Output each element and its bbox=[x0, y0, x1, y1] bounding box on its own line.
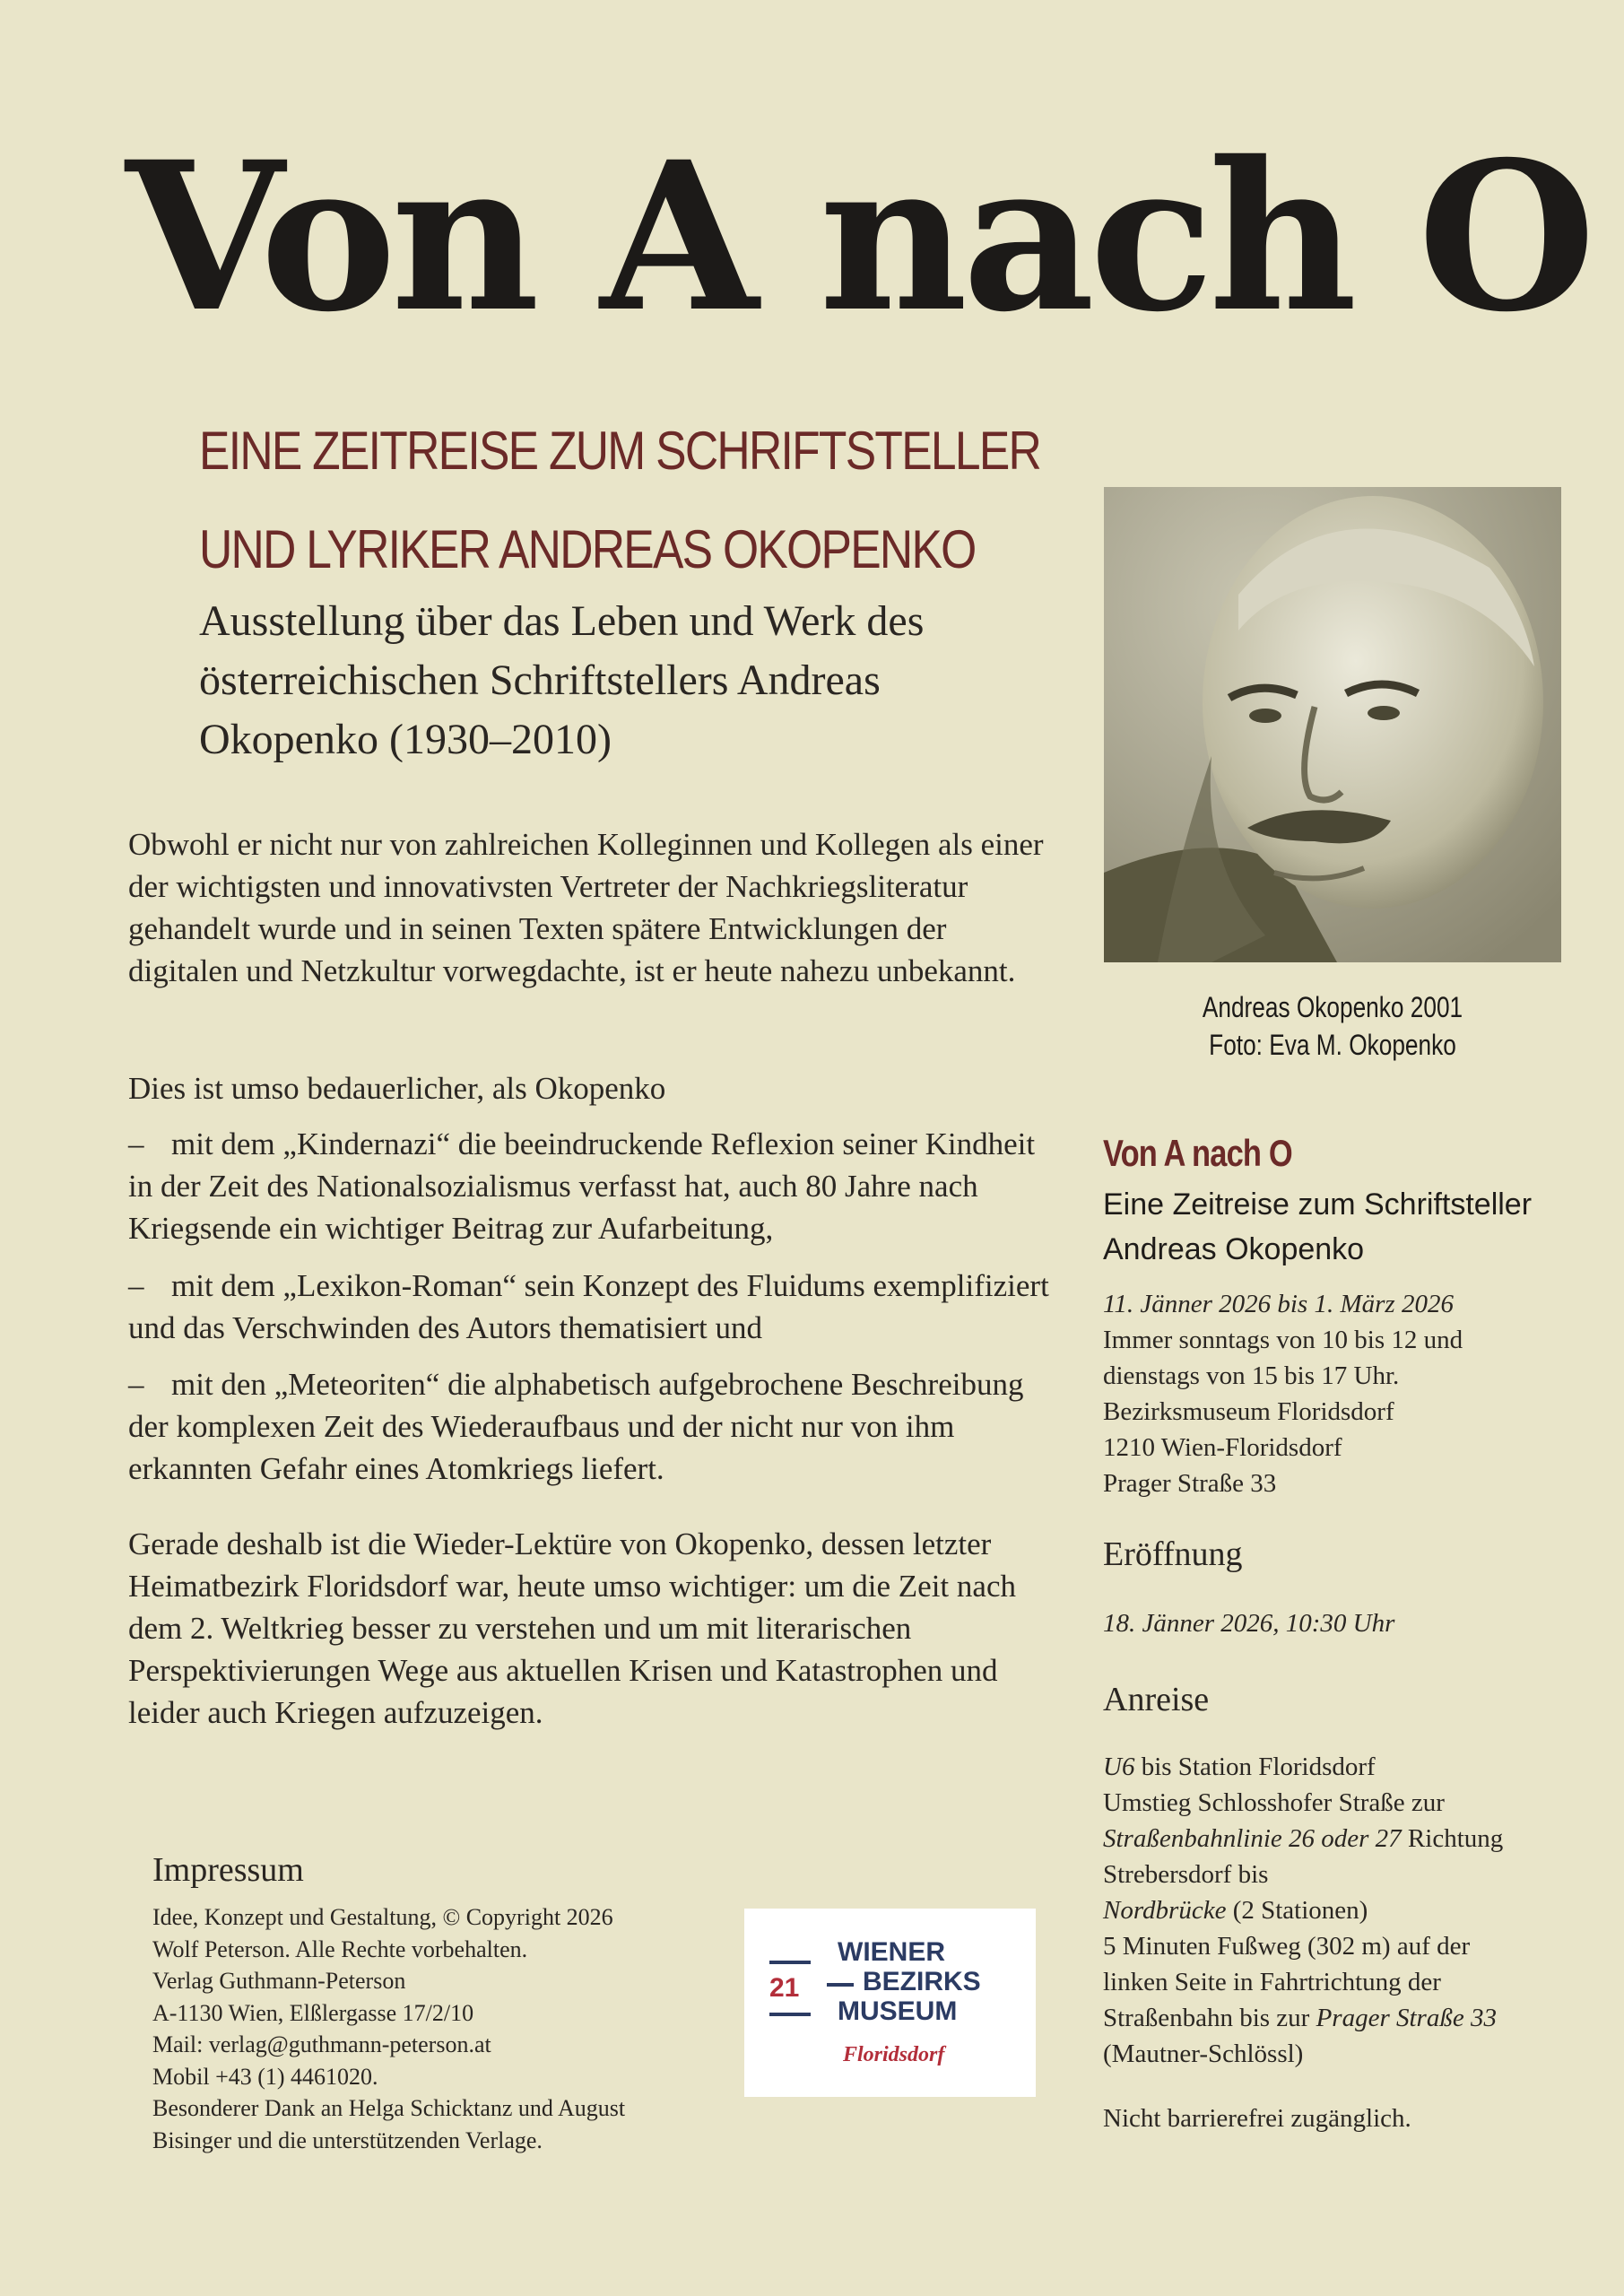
venue-street: Prager Straße 33 bbox=[1103, 1469, 1277, 1498]
author-portrait bbox=[1104, 487, 1561, 962]
travel-directions: U6 bis Station Floridsdorf Umstieg Schlosshofer Straße zur Straßenbahnlinie 26 oder 27 Richtung Strebersdorf bis Nordbrücke (2 Stationen) 5 Minuten Fußweg (302 m) auf der linken Seite in Fahrtrichtung der Straßenbahn bis zur Prager Straße 33 (Mautner-Schlössl) bbox=[1103, 1752, 1504, 2068]
logo-line-bottom bbox=[769, 2013, 811, 2016]
subtitle-line-2: UND LYRIKER ANDREAS OKOPENKO bbox=[199, 519, 976, 579]
sidebar-subtitle: Eine Zeitreise zum Schriftsteller Andreas Okopenko bbox=[1103, 1187, 1533, 1266]
caption-name: Andreas Okopenko 2001 bbox=[1202, 991, 1463, 1023]
dash-bullet: – bbox=[128, 1268, 144, 1303]
impressum-text: Idee, Konzept und Gestaltung, © Copyright 2026 Wolf Peterson. Alle Rechte vorbehalten. Verlag Guthmann-Peterson A-1130 Wien, Elßlergasse 17/2/10 Mail: verlag@guthmann-peterson.at Mobil +43 (1) 4461020. Besonderer Dank an Helga Schicktanz und August Bisinger und die unterstützenden Verlage. bbox=[152, 1904, 626, 2153]
sidebar-title: Von A nach O bbox=[1103, 1132, 1292, 1174]
bezirksmuseum-logo bbox=[744, 1909, 1036, 2097]
caption-credit: Foto: Eva M. Okopenko bbox=[1209, 1029, 1456, 1061]
subtitle-line-1: EINE ZEITREISE ZUM SCHRIFTSTELLER bbox=[199, 421, 1041, 481]
travel-heading: Anreise bbox=[1103, 1681, 1210, 1718]
opening-date: 18. Jänner 2026, 10:30 Uhr bbox=[1103, 1609, 1395, 1638]
list-item: – mit dem „Kindernazi“ die beeindruckende Reflexion seiner Kindheit in der Zeit des Nationalsozialismus verfasst hat, auch 80 Jahre nach Kriegsende ein wichtiger Beitrag zur Aufarbeitung, bbox=[128, 1123, 1052, 1249]
list-item: – mit dem „Lexikon-Roman“ sein Konzept des Fluidums exemplifiziert und das Verschwinden des Autors thematisiert und bbox=[128, 1265, 1052, 1349]
body-paragraph-1: Obwohl er nicht nur von zahlreichen Kolleginnen und Kollegen als einer der wichtigsten und innovativsten Vertreter der Nachkriegsliteratur gehandelt wurde und in seinen Texten spätere Entwicklungen der digitalen und Netzkultur vorwegdachte, ist er heute nahezu unbekannt. bbox=[128, 827, 1044, 988]
list-item: – mit den „Meteoriten“ die alphabetisch aufgebrochene Beschreibung der komplexen Zeit des Wiederaufbaus und der nicht nur von ihm erkannten Gefahr eines Atomkriegs liefert. bbox=[128, 1363, 1052, 1490]
exhibition-dates: 11. Jänner 2026 bis 1. März 2026 bbox=[1103, 1290, 1454, 1318]
dash-bullet: – bbox=[128, 1367, 144, 1402]
venue-city: 1210 Wien-Floridsdorf bbox=[1103, 1433, 1342, 1462]
body-paragraph-3: Gerade deshalb ist die Wieder-Lektüre von Okopenko, dessen letzter Heimatbezirk Floridsdorf war, heute umso wichtiger: um die Zeit nach dem 2. Weltkrieg besser zu verstehen und um mit literarischen Perspektivierungen Wege aus aktuellen Krisen und Katastrophen und leider auch Kriegen aufzuzeigen. bbox=[128, 1526, 1016, 1730]
logo-wordmark: WIENER BEZIRKS MUSEUM bbox=[838, 1937, 981, 2026]
logo-number: 21 bbox=[769, 1973, 800, 2003]
dash-bullet: – bbox=[128, 1126, 144, 1161]
venue-name: Bezirksmuseum Floridsdorf bbox=[1103, 1397, 1394, 1426]
opening-hours-1: Immer sonntags von 10 bis 12 und bbox=[1103, 1326, 1463, 1354]
logo-district: Floridsdorf bbox=[843, 2043, 945, 2066]
opening-hours-2: dienstags von 15 bis 17 Uhr. bbox=[1103, 1361, 1400, 1390]
exhibition-info bbox=[1103, 1286, 1605, 1501]
main-title: Von A nach O bbox=[126, 117, 1591, 357]
opening-heading: Eröffnung bbox=[1103, 1535, 1243, 1573]
subtitle bbox=[199, 402, 1041, 599]
logo-line-top bbox=[769, 1961, 811, 1964]
photo-caption bbox=[1145, 988, 1520, 1064]
body-paragraph-2: Dies ist umso bedauerlicher, als Okopenko bbox=[128, 1071, 666, 1106]
portrait-image bbox=[1104, 487, 1561, 962]
impressum-heading: Impressum bbox=[152, 1851, 304, 1889]
accessibility-note: Nicht barrierefrei zugänglich. bbox=[1103, 2104, 1411, 2133]
lead-text: Ausstellung über das Leben und Werk des österreichischen Schriftstellers Andreas Okopenko (1930–2010) bbox=[199, 597, 925, 763]
